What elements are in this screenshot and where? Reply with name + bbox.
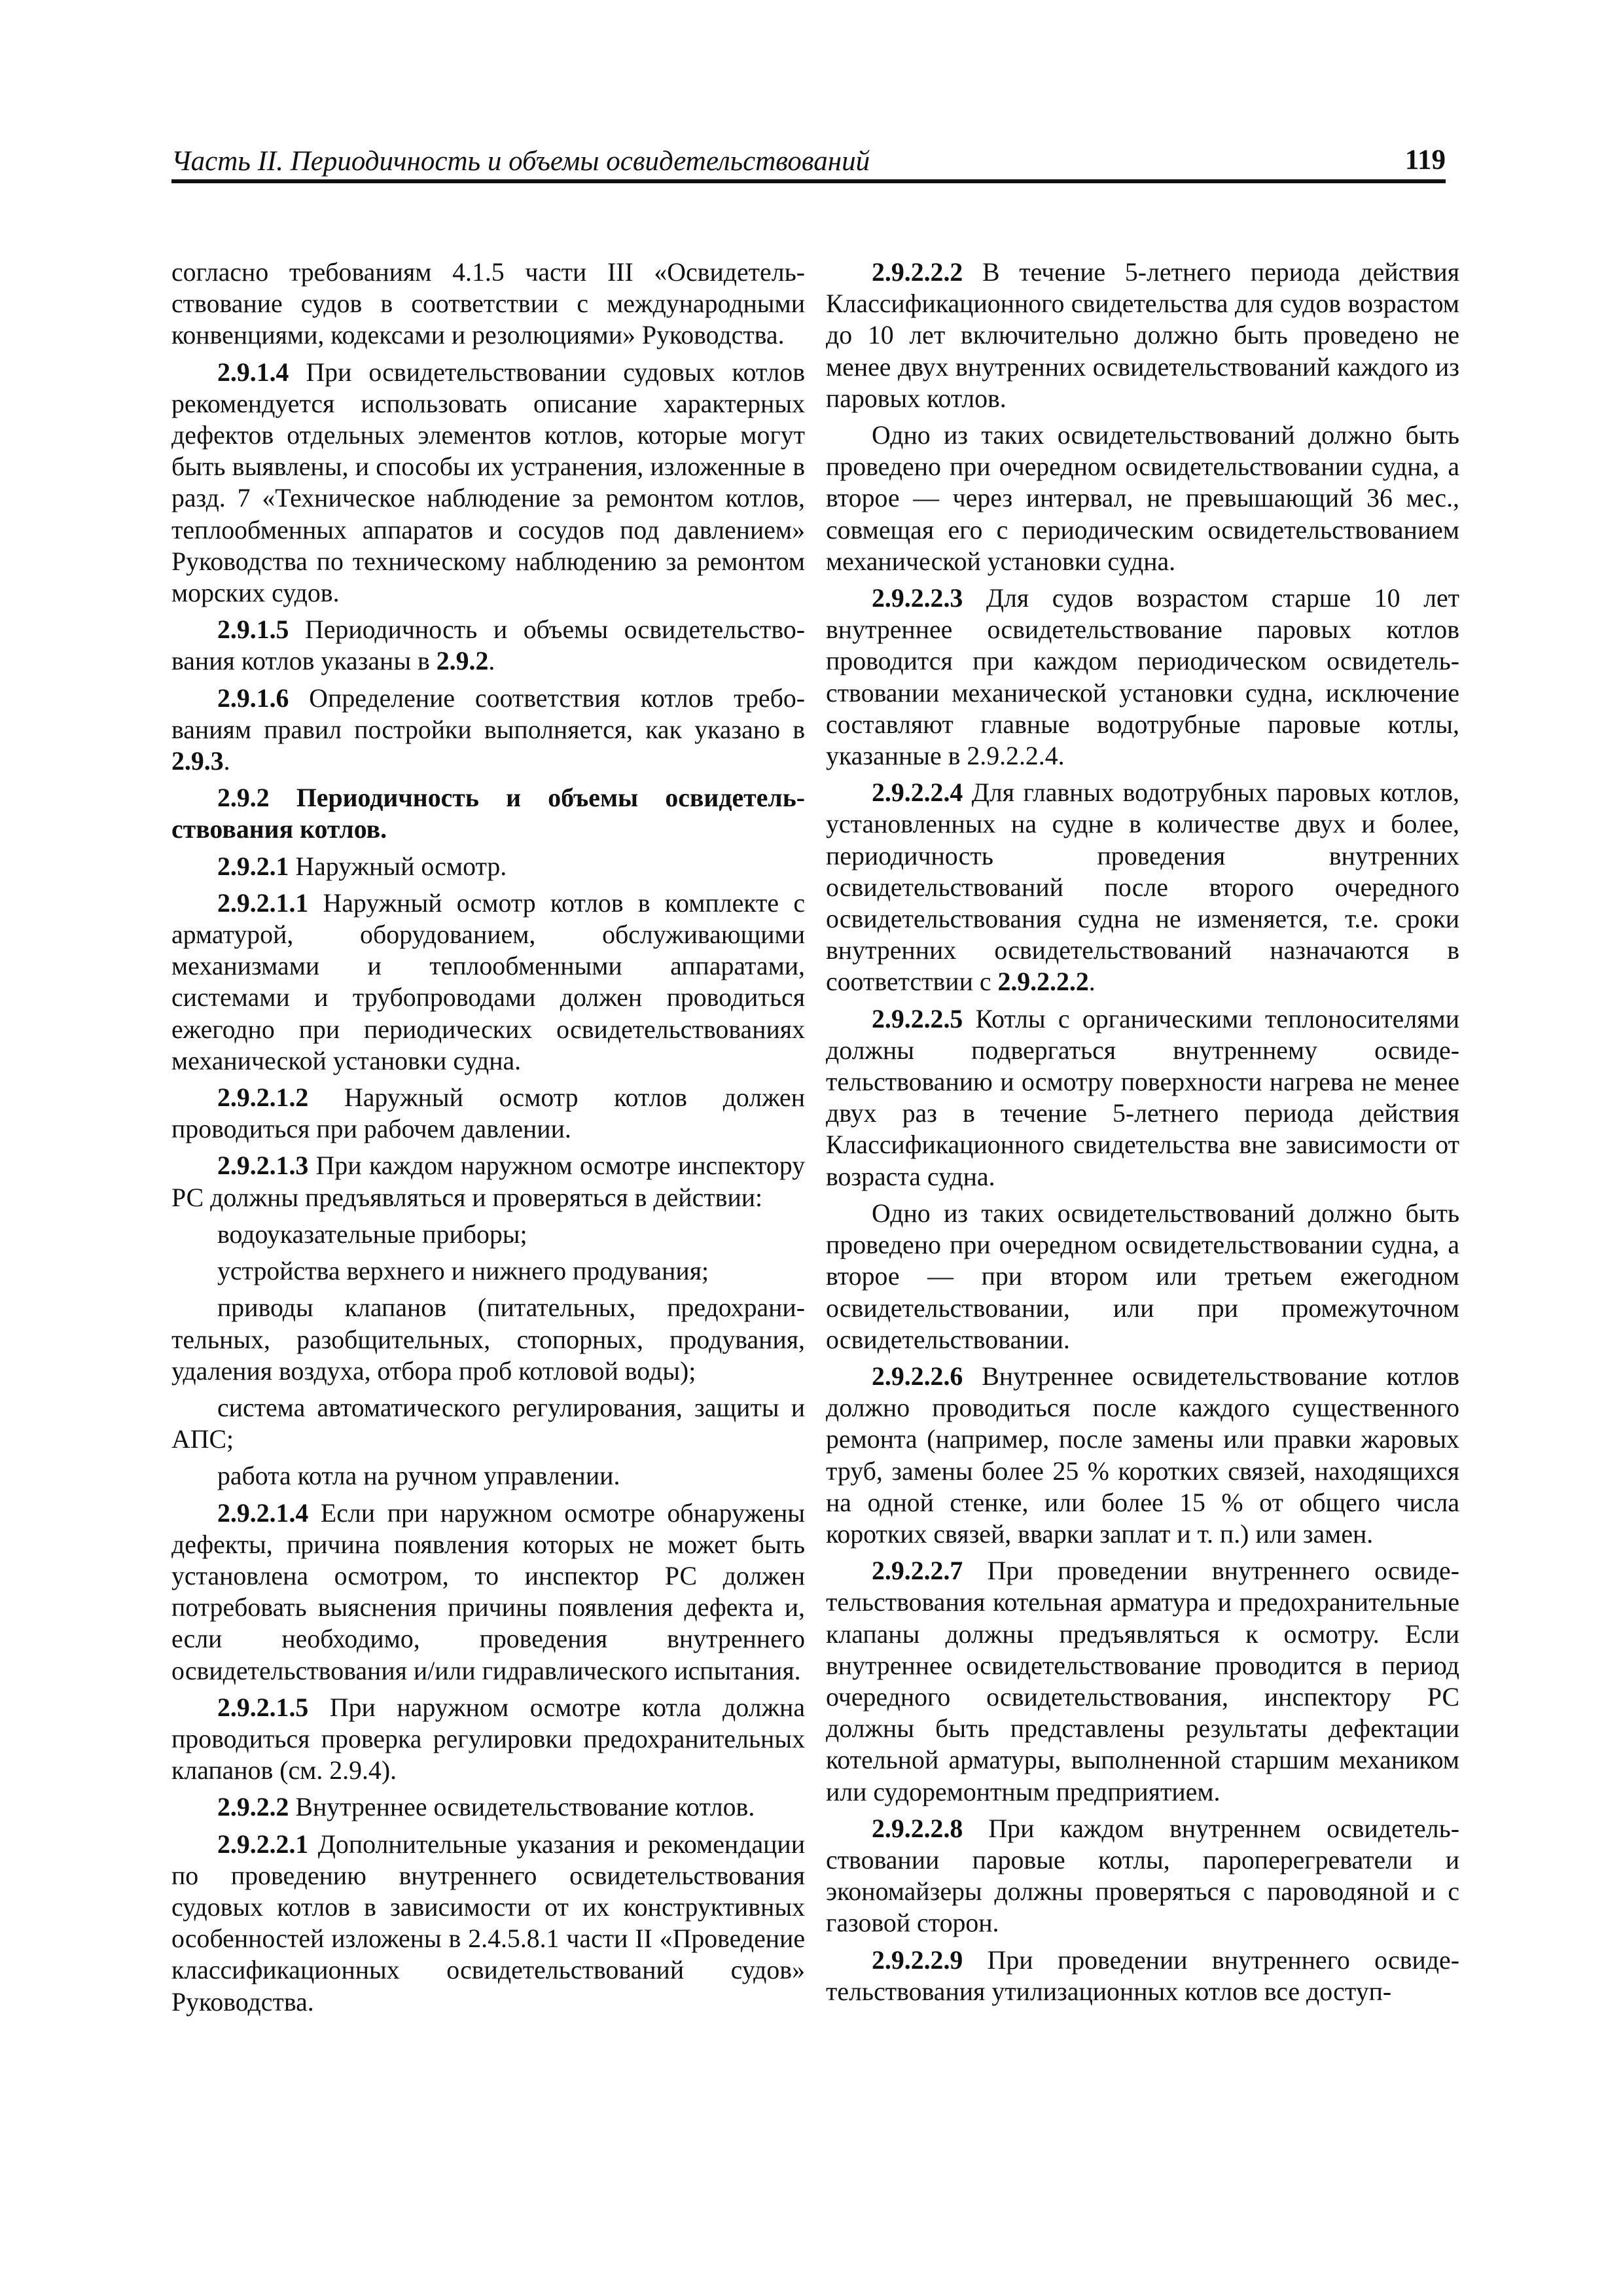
clause-text: . — [488, 647, 495, 676]
section-heading-text: 2.9.2 Периодичность и объемы освидетельствования котлов. — [171, 783, 805, 844]
clause-text: Внутреннее освидетельствование котлов должно проводиться после каждого существенного ремонта (например, после замены или правки жаровых труб, замены более 25 % коротких связей, находящихся на одной стенке, или более 15 % от общего числа коротких связей, вварки заплат и т. п.) или замен. — [826, 1361, 1459, 1549]
clause-number: 2.9.2.2.4 — [872, 778, 963, 808]
clause-number: 2.9.2.2.2 — [872, 258, 963, 287]
clause-text: При проведении внутреннего освидетельствования утилизационных котлов все доступ- — [826, 1945, 1459, 2006]
paragraph-2-9-2-1-1 — [171, 888, 805, 1077]
clause-text: Наружный осмотр котлов должен проводиться при рабочем давлении. — [171, 1083, 805, 1144]
paragraph-2-9-2-2-5 — [826, 1003, 1459, 1193]
clause-text: . — [223, 747, 230, 776]
clause-number: 2.9.2.1.4 — [217, 1498, 309, 1528]
paragraph-2-9-2-1 — [171, 851, 805, 882]
paragraph: Одно из таких освидетельствований должно быть проведено при очередном освидетельствовании судна, а второе — через интервал, не превышающий 36 мес., совмещая его с периодическим освидетельствованием механической установки судна. — [826, 421, 1459, 576]
clause-number: 2.9.2.1.1 — [217, 888, 309, 918]
paragraph-2-9-1-6 — [171, 683, 805, 778]
clause-number: 2.9.2.2.5 — [872, 1004, 963, 1033]
running-title: Часть II. Периодичность и объемы освидетельствований — [171, 146, 870, 177]
paragraph-2-9-2-2-4 — [826, 777, 1459, 997]
clause-number: 2.9.2.1 — [217, 852, 289, 881]
clause-number: 2.9.2.2.1 — [217, 1829, 309, 1859]
list-item: система автоматического регулирования, защиты и АПС; — [171, 1393, 805, 1454]
clause-text: При каждом внутреннем освидетельствовании паровые котлы, пароперегреватели и экономайзеры должны проверяться с пароводяной и с газовой сторон. — [826, 1814, 1459, 1938]
clause-number: 2.9.2.1.5 — [217, 1693, 309, 1722]
paragraph-2-9-2-2-7 — [826, 1555, 1459, 1808]
list-item: устройства верхнего и нижнего продувания; — [217, 1257, 709, 1286]
clause-text: При проведении внутреннего освидетельствования котельная арматура и предохранительные клапаны должны предъявляться к осмотру. Если внутреннее освидетельствование проводится в период очередного освидетельствования, инспектору РС должны быть представлены результаты дефектации котельной арматуры, выполненной старшим механиком или судоремонтным предприятием. — [826, 1556, 1459, 1806]
page-header — [171, 143, 1446, 183]
clause-text: Котлы с органическими теплоносителями должны подвергаться внутреннему освидетельствованию и осмотру поверхности нагрева не менее двух раз в течение 5-летнего периода действия Классификационного свидетельства вне зависимости от возраста судна. — [826, 1004, 1459, 1191]
clause-text: Наружный осмотр котлов в комплекте с арматурой, оборудованием, обслуживающими механизмами и теплообменными аппаратами, системами и трубопроводами должен проводиться ежегодно при периодических освидетельствованиях механической установки судна. — [171, 888, 805, 1075]
clause-text: В течение 5-летнего периода действия Классификационного свидетельства для судов возрастом до 10 лет включительно должно быть проведено не менее двух внутренних освидетельствований каждого из паровых котлов. — [826, 258, 1459, 413]
clause-number: 2.9.1.6 — [217, 683, 289, 713]
clause-text: Если при наружном осмотре обнаружены дефекты, причина появления которых не может быть установлена осмотром, то инспектор РС должен потребовать выяснения причины появления дефекта и, если необходимо, проведения внутреннего освидетельствования и/или гидравлического испытания. — [171, 1498, 805, 1685]
paragraph: Одно из таких освидетельствований должно быть проведено при очередном освидетельствовании судна, а второе — при втором или третьем ежегодном освидетельствовании, или при промежуточном освидетельствовании. — [826, 1198, 1459, 1354]
clause-number: 2.9.2.2.6 — [872, 1361, 963, 1391]
clause-number: 2.9.2.2.9 — [872, 1945, 963, 1975]
clause-number: 2.9.2.2 — [217, 1793, 289, 1822]
clause-text: Внутреннее освидетельствование котлов. — [289, 1793, 755, 1822]
clause-number: 2.9.2.2.7 — [872, 1556, 963, 1586]
paragraph-2-9-2-2-1 — [171, 1829, 805, 2018]
clause-text: Определение соответствия котлов требованиям правил постройки выполняется, как указано в — [171, 683, 805, 744]
clause-text: При каждом наружном осмотре инспектору РС должны предъявляться и проверяться в действии: — [171, 1151, 805, 1212]
clause-reference: 2.9.2.2.2 — [997, 967, 1089, 997]
paragraph-2-9-2-1-5 — [171, 1692, 805, 1787]
clause-text: . — [1088, 967, 1096, 997]
paragraph-2-9-1-4 — [171, 357, 805, 609]
clause-reference: 2.9.2 — [436, 647, 489, 676]
paragraph-2-9-2-1-4 — [171, 1498, 805, 1687]
list-item: работа котла на ручном управлении. — [217, 1462, 620, 1491]
clause-text: При освидетельствовании судовых котлов рекомендуется использовать описание характерных дефектов отдельных элементов котлов, которые могут быть выявлены, и способы их устранения, изложенные в разд. 7 «Техническое наблюдение за ремонтом котлов, теплообменных аппаратов и сосудов под давлением» Руководства по техническому наблюдению за ремонтом морских судов. — [171, 357, 805, 608]
list-item: водоуказательные приборы; — [217, 1219, 527, 1249]
clause-number: 2.9.2.2.3 — [872, 584, 963, 613]
list-item: приводы клапанов (питательных, предохранительных, разобщительных, стопорных, продувания, удаления воздуха, отбора проб котловой воды); — [171, 1293, 805, 1386]
clause-text: Периодичность и объемы освидетельствования котлов указаны в — [171, 615, 805, 676]
left-column — [171, 257, 805, 2023]
section-heading-2-9-2 — [171, 782, 805, 845]
clause-number: 2.9.1.5 — [217, 615, 289, 645]
clause-reference: 2.9.3 — [171, 747, 224, 776]
clause-number: 2.9.2.1.3 — [217, 1151, 309, 1181]
paragraph-2-9-2-1-2 — [171, 1082, 805, 1145]
clause-text: Для главных водотрубных паровых котлов, установленных на судне в количестве двух и более, периодичность проведения внутренних освидетельствований после второго очередного освидетельствования судна не изменяется, т.е. сроки внутренних освидетельствований назначаются в соответствии с — [826, 778, 1459, 997]
paragraph-2-9-2-2-3 — [826, 583, 1459, 772]
paragraph-2-9-1-5 — [171, 614, 805, 677]
clause-text: Дополнительные указания и рекомендации по проведению внутреннего освидетельствования судовых котлов в зависимости от их конструктивных особенностей изложены в 2.4.5.8.1 части II «Проведение классификационных освидетельствований судов» Руководства. — [171, 1829, 805, 2017]
clause-number: 2.9.1.4 — [217, 357, 289, 387]
paragraph-2-9-2-2-8 — [826, 1813, 1459, 1939]
right-column — [826, 257, 1459, 2013]
clause-number: 2.9.2.1.2 — [217, 1083, 309, 1113]
paragraph-2-9-2-2-9 — [826, 1945, 1459, 2007]
page-number: 119 — [1404, 145, 1446, 175]
clause-text: При наружном осмотре котла должна проводиться проверка регулировки предохранительных клапанов (см. 2.9.4). — [171, 1693, 805, 1785]
paragraph-2-9-2-2 — [171, 1791, 805, 1823]
paragraph-2-9-2-2-6 — [826, 1361, 1459, 1550]
paragraph-2-9-2-1-3 — [171, 1150, 805, 1213]
clause-text: Наружный осмотр. — [289, 852, 507, 881]
paragraph-2-9-2-2-2 — [826, 257, 1459, 414]
clause-number: 2.9.2.2.8 — [872, 1814, 963, 1843]
paragraph: согласно требованиям 4.1.5 части III «Освидетельствование судов в соответствии с международными конвенциями, кодексами и резолюциями» Руководства. — [171, 258, 805, 350]
clause-text: Для судов возрастом старше 10 лет внутреннее освидетельствование паровых котлов проводится при каждом периодическом освидетельствовании механической установки судна, исключение составляют главные водотрубные паровые котлы, указанные в 2.9.2.2.4. — [826, 584, 1459, 771]
